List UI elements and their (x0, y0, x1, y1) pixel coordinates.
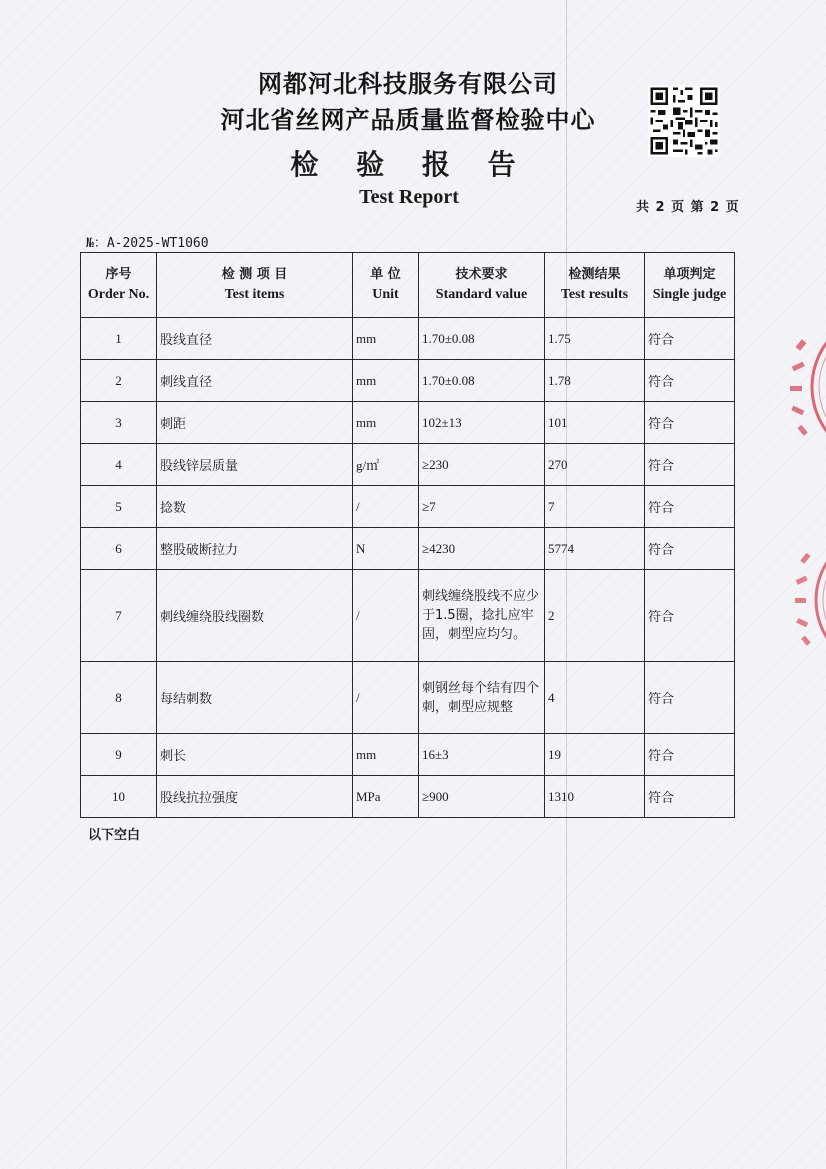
cell-standard-value: ≥230 (419, 444, 545, 486)
cell-test-result: 19 (545, 734, 645, 776)
table-row (81, 528, 735, 570)
header-en: Test results (560, 287, 629, 302)
header-test-results (545, 253, 645, 318)
cell-test-item: 整股破断拉力 (157, 528, 353, 570)
header-cn: 检测结果 (568, 267, 621, 282)
cell-order-no: 4 (81, 444, 157, 486)
cell-test-item: 股线锌层质量 (157, 444, 353, 486)
header-cn: 单项判定 (663, 267, 716, 282)
report-number: №：A-2025-WT1060 (86, 236, 209, 251)
cell-test-item: 股线抗拉强度 (157, 776, 353, 818)
table-row (81, 444, 735, 486)
header-en: Order No. (87, 287, 150, 302)
cell-standard-value: 1.70±0.08 (419, 360, 545, 402)
cell-judgement: 符合 (645, 570, 735, 662)
cell-judgement: 符合 (645, 528, 735, 570)
header-test-items (157, 253, 353, 318)
header-cn: 检 测 项 目 (221, 267, 288, 282)
cell-test-result: 270 (545, 444, 645, 486)
cell-test-result: 1310 (545, 776, 645, 818)
header-en: Standard value (435, 287, 528, 302)
cell-order-no: 1 (81, 318, 157, 360)
table-row (81, 360, 735, 402)
cell-unit: mm (353, 360, 419, 402)
table-header-row (81, 253, 735, 318)
cell-unit: N (353, 528, 419, 570)
header-single-judge (645, 253, 735, 318)
header-cn: 技术要求 (455, 267, 508, 282)
table-row (81, 662, 735, 734)
cell-judgement: 符合 (645, 360, 735, 402)
header-standard-value (419, 253, 545, 318)
cell-order-no: 2 (81, 360, 157, 402)
test-results-table (80, 252, 735, 818)
cell-unit: mm (353, 734, 419, 776)
table-row (81, 318, 735, 360)
cell-order-no: 8 (81, 662, 157, 734)
header-en: Test items (224, 287, 285, 302)
cell-unit: MPa (353, 776, 419, 818)
cell-judgement: 符合 (645, 734, 735, 776)
header-en: Unit (372, 287, 399, 302)
cell-order-no: 6 (81, 528, 157, 570)
cell-judgement: 符合 (645, 402, 735, 444)
table-row (81, 402, 735, 444)
cell-test-item: 刺线缠绕股线圈数 (157, 570, 353, 662)
cell-order-no: 10 (81, 776, 157, 818)
cell-test-result: 4 (545, 662, 645, 734)
header-en: Single judge (652, 287, 727, 302)
page-count: 共 2 页 第 2 页 (636, 200, 740, 215)
table-row (81, 776, 735, 818)
company-seal-icon (790, 530, 826, 670)
cell-test-item: 捻数 (157, 486, 353, 528)
cell-standard-value: 刺线缠绕股线不应少于1.5圈，捻扎应牢固，刺型应均匀。 (419, 570, 545, 662)
table-row (81, 486, 735, 528)
table-row (81, 734, 735, 776)
cell-order-no: 9 (81, 734, 157, 776)
cell-test-item: 刺线直径 (157, 360, 353, 402)
cell-test-result: 5774 (545, 528, 645, 570)
company-seal-icon (786, 312, 826, 462)
cell-test-result: 1.75 (545, 318, 645, 360)
header-unit (353, 253, 419, 318)
cell-test-item: 每结刺数 (157, 662, 353, 734)
cell-standard-value: ≥7 (419, 486, 545, 528)
cell-test-item: 刺距 (157, 402, 353, 444)
cell-unit: mm (353, 402, 419, 444)
cell-test-result: 1.78 (545, 360, 645, 402)
cell-unit: / (353, 486, 419, 528)
header-cn: 序号 (105, 267, 132, 282)
cell-test-item: 刺长 (157, 734, 353, 776)
center-name: 河北省丝网产品质量监督检验中心 (220, 106, 596, 134)
header-cn: 单 位 (370, 267, 401, 282)
organization-name: 网都河北科技服务有限公司 (258, 70, 558, 98)
cell-order-no: 5 (81, 486, 157, 528)
cell-standard-value: ≥4230 (419, 528, 545, 570)
header-order-no (81, 253, 157, 318)
cell-judgement: 符合 (645, 444, 735, 486)
report-title-chinese: 检 验 报 告 (290, 148, 530, 181)
blank-below-note: 以下空白 (88, 828, 141, 843)
cell-standard-value: 102±13 (419, 402, 545, 444)
table-row (81, 570, 735, 662)
cell-judgement: 符合 (645, 662, 735, 734)
cell-standard-value: ≥900 (419, 776, 545, 818)
cell-test-result: 2 (545, 570, 645, 662)
cell-judgement: 符合 (645, 486, 735, 528)
cell-standard-value: 1.70±0.08 (419, 318, 545, 360)
cell-unit: g/㎡ (353, 444, 419, 486)
cell-unit: mm (353, 318, 419, 360)
cell-test-result: 101 (545, 402, 645, 444)
cell-judgement: 符合 (645, 776, 735, 818)
cell-order-no: 7 (81, 570, 157, 662)
cell-unit: / (353, 662, 419, 734)
cell-standard-value: 16±3 (419, 734, 545, 776)
cell-unit: / (353, 570, 419, 662)
report-title-english: Test Report (359, 186, 459, 208)
cell-test-result: 7 (545, 486, 645, 528)
cell-test-item: 股线直径 (157, 318, 353, 360)
cell-order-no: 3 (81, 402, 157, 444)
cell-judgement: 符合 (645, 318, 735, 360)
cell-standard-value: 刺钢丝每个结有四个刺，刺型应规整 (419, 662, 545, 734)
